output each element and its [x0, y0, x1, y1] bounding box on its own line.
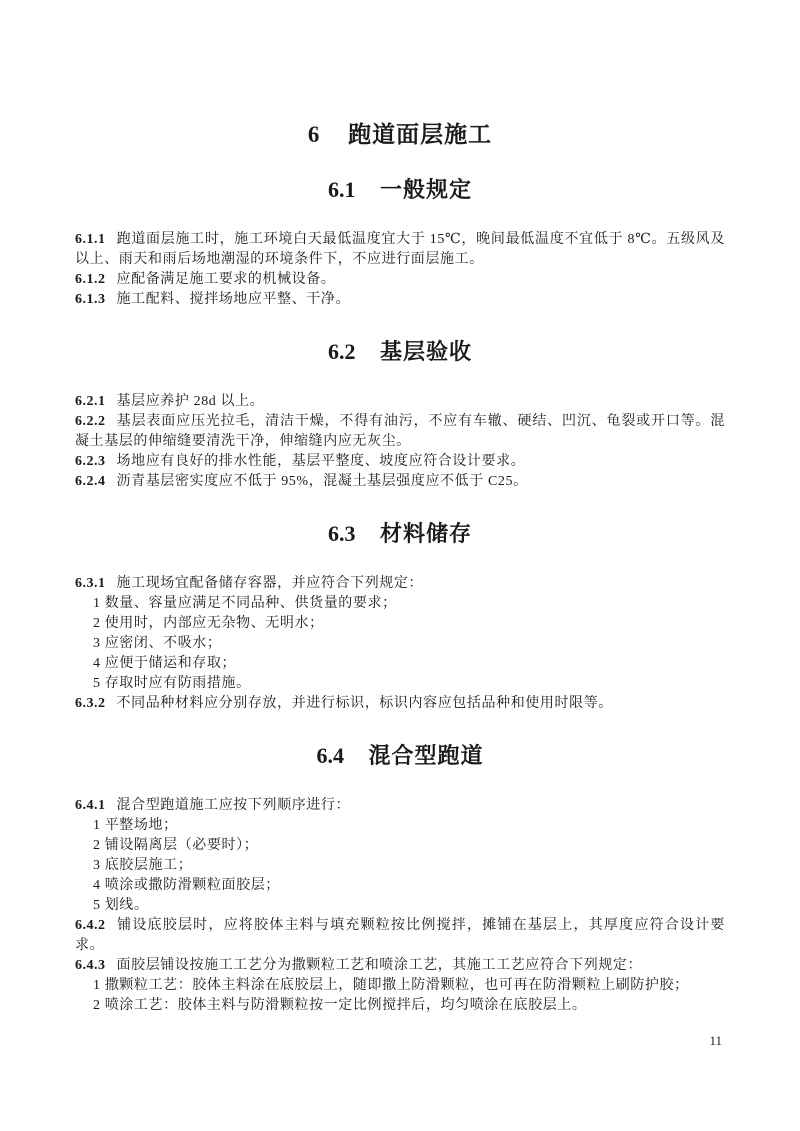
clause-item: 1 平整场地； [93, 818, 178, 833]
clause-text: 混合型跑道施工应按下列顺序进行： [116, 798, 351, 813]
clause-text: 面胶层铺设按施工工艺分为撒颗粒工艺和喷涂工艺，其施工工艺应符合下列规定： [116, 958, 643, 973]
clause-text: 沥青基层密实度应不低于 95%，混凝土基层强度应不低于 C25。 [116, 474, 528, 489]
section-title-text: 材料储存 [379, 521, 472, 546]
clause-6-2-3 [75, 452, 725, 472]
clause-number: 6.4.2 [75, 918, 106, 933]
clause-number: 6.2.1 [75, 394, 106, 409]
clause-number: 6.2.2 [75, 414, 106, 429]
clause-item: 4 喷涂或撒防滑颗粒面胶层； [93, 878, 280, 893]
clause-text: 施工配料、搅拌场地应平整、干净。 [116, 292, 351, 307]
clause-6-4-2 [75, 916, 725, 956]
clause-number: 6.4.3 [75, 958, 106, 973]
clause-item: 4 应便于储运和存取； [93, 656, 237, 671]
clause-number: 6.2.4 [75, 474, 106, 489]
clause-6-1-2 [75, 270, 725, 290]
section-heading-6-4 [75, 744, 725, 768]
clause-6-4-1 [75, 796, 725, 816]
clause-item: 5 划线。 [93, 898, 149, 913]
clause-number: 6.1.2 [75, 272, 106, 287]
section-title-text: 混合型跑道 [368, 743, 484, 768]
section-title-text: 基层验收 [379, 339, 472, 364]
section-heading-6-1 [75, 178, 725, 202]
section-heading-6-3 [75, 522, 725, 546]
clause-text: 基层应养护 28d 以上。 [116, 394, 265, 409]
clause-item: 2 铺设隔离层（必要时）； [93, 838, 259, 853]
page-number: 11 [709, 1033, 722, 1048]
clause-6-2-4 [75, 472, 725, 492]
section-number: 6.2 [327, 339, 356, 364]
clause-text: 跑道面层施工时，施工环境白天最低温度宜大于 15℃，晚间最低温度不宜低于 8℃。五级风及以上、雨天和雨后场地潮湿的环境条件下，不应进行面层施工。 [75, 232, 725, 267]
clause-text: 施工现场宜配备储存容器，并应符合下列规定： [116, 576, 424, 591]
clause-6-3-1 [75, 574, 725, 594]
clause-text: 基层表面应压光拉毛，清洁干燥，不得有油污，不应有车辙、硬结、凹沉、龟裂或开口等。混凝土基层的伸缩缝要清洗干净，伸缩缝内应无灰尘。 [75, 414, 725, 449]
clause-number: 6.3.1 [75, 576, 106, 591]
clause-6-4-3 [75, 956, 725, 976]
clause-number: 6.1.3 [75, 292, 106, 307]
section-number: 6.4 [316, 743, 344, 768]
clause-item: 3 应密闭、不吸水； [93, 636, 222, 651]
clause-item: 3 底胶层施工； [93, 858, 193, 873]
clause-item: 2 使用时，内部应无杂物、无明水； [93, 616, 324, 631]
clause-text: 场地应有良好的排水性能，基层平整度、坡度应符合设计要求。 [116, 454, 526, 469]
chapter-title-text: 跑道面层施工 [348, 122, 493, 147]
clause-text: 应配备满足施工要求的机械设备。 [116, 272, 336, 287]
clause-item: 2 喷涂工艺：胶体主料与防滑颗粒按一定比例搅拌后，均匀喷涂在底胶层上。 [93, 998, 587, 1013]
clause-number: 6.4.1 [75, 798, 106, 813]
clause-6-1-3 [75, 290, 725, 310]
section-title-text: 一般规定 [379, 177, 472, 202]
clause-number: 6.3.2 [75, 696, 106, 711]
clause-number: 6.1.1 [75, 232, 106, 247]
chapter-number: 6 [307, 122, 320, 147]
section-number: 6.1 [327, 177, 356, 202]
chapter-title [75, 121, 725, 148]
clause-text: 铺设底胶层时，应将胶体主料与填充颗粒按比例搅拌，摊铺在基层上，其厚度应符合设计要求。 [75, 918, 725, 953]
clause-6-3-2 [75, 694, 725, 714]
clause-item: 1 撒颗粒工艺：胶体主料涂在底胶层上，随即撒上防滑颗粒，也可再在防滑颗粒上刷防护胶； [93, 978, 689, 993]
clause-item: 1 数量、容量应满足不同品种、供货量的要求； [93, 596, 397, 611]
section-heading-6-2 [75, 340, 725, 364]
clause-text: 不同品种材料应分别存放，并进行标识，标识内容应包括品种和使用时限等。 [116, 696, 613, 711]
clause-6-1-1 [75, 230, 725, 270]
clause-item: 5 存取时应有防雨措施。 [93, 676, 251, 691]
section-number: 6.3 [327, 521, 356, 546]
clause-6-2-2 [75, 412, 725, 452]
clause-number: 6.2.3 [75, 454, 106, 469]
clause-6-2-1 [75, 392, 725, 412]
